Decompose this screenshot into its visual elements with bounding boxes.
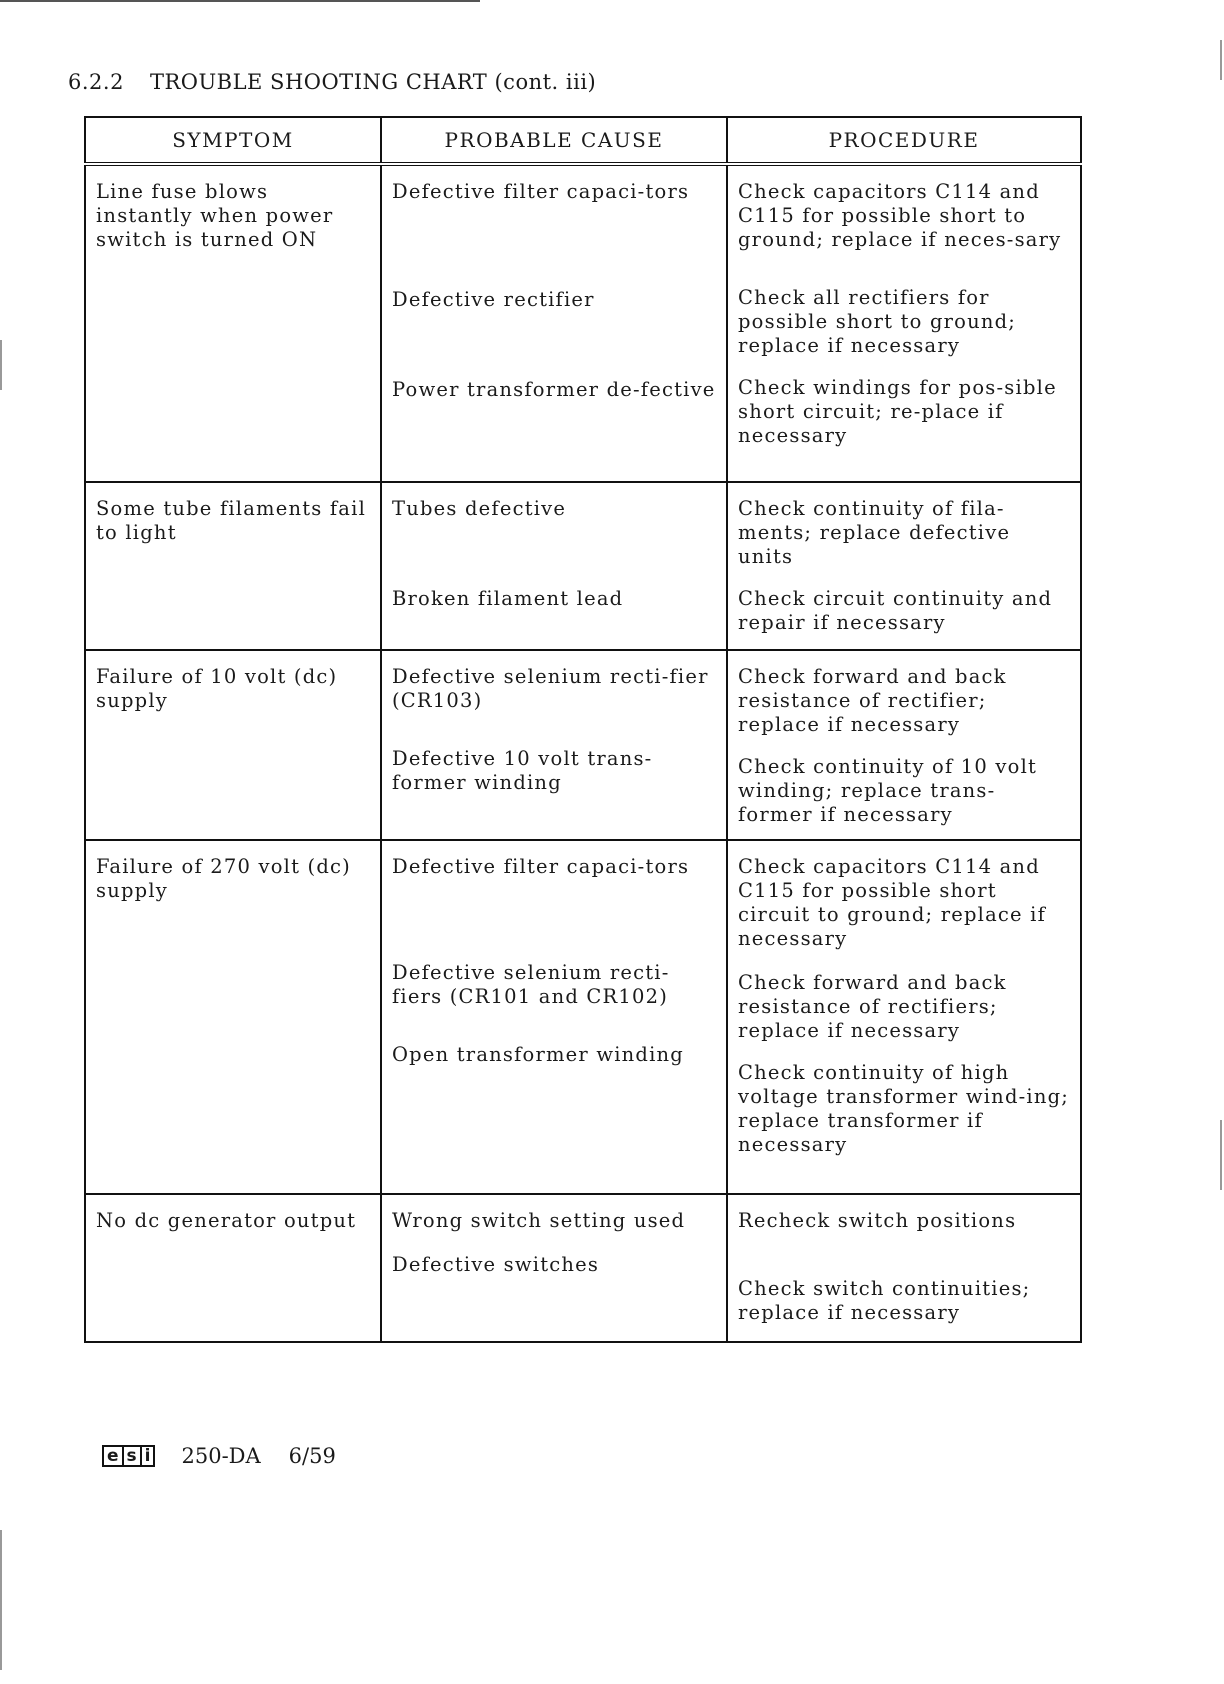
procedure-text: Check capacitors C114 and C115 for possible short circuit to ground; replace if necessary xyxy=(738,855,1047,950)
table-row xyxy=(85,840,1081,1194)
procedure-cell xyxy=(727,482,1081,650)
procedure-text: Check continuity of 10 volt winding; replace trans-former if necessary xyxy=(738,755,1038,826)
cause-text: Tubes defective xyxy=(392,497,567,520)
table-row xyxy=(85,1194,1081,1342)
procedure-text: Check switch continuities; replace if necessary xyxy=(738,1277,1031,1324)
cause-text: Defective 10 volt trans-former winding xyxy=(392,747,653,794)
cause-text: Defective filter capaci-tors xyxy=(392,855,690,878)
esi-logo xyxy=(102,1445,155,1467)
procedure-text: Check circuit continuity and repair if necessary xyxy=(738,587,1053,634)
section-number: 6.2.2 xyxy=(68,70,124,94)
cause-cell xyxy=(381,840,727,1194)
logo-letter: s xyxy=(124,1447,142,1465)
procedure-text: Check capacitors C114 and C115 for possible short to ground; replace if neces-sary xyxy=(738,180,1062,251)
cause-cell xyxy=(381,650,727,840)
table-header-row xyxy=(85,117,1081,164)
section-title: TROUBLE SHOOTING CHART (cont. iii) xyxy=(149,70,597,94)
header-procedure: PROCEDURE xyxy=(727,117,1081,164)
procedure-cell xyxy=(727,164,1081,482)
procedure-text: Check all rectifiers for possible short to ground; replace if necessary xyxy=(738,286,1017,357)
cause-text: Defective switches xyxy=(392,1253,600,1276)
procedure-text: Check forward and back resistance of rectifiers; replace if necessary xyxy=(738,971,1007,1042)
symptom-text: Failure of 10 volt (dc) supply xyxy=(96,665,338,712)
logo-letter: i xyxy=(144,1446,151,1466)
symptom-cell xyxy=(85,1194,381,1342)
cause-text: Open transformer winding xyxy=(392,1043,684,1066)
cause-text: Defective rectifier xyxy=(392,288,595,311)
top-edge-rule xyxy=(0,0,480,2)
procedure-text: Check forward and back resistance of rectifier; replace if necessary xyxy=(738,665,1007,736)
symptom-cell xyxy=(85,482,381,650)
cause-text: Broken filament lead xyxy=(392,587,624,610)
procedure-cell xyxy=(727,1194,1081,1342)
cause-text: Defective selenium recti-fiers (CR101 and CR102) xyxy=(392,961,670,1008)
section-heading xyxy=(68,70,596,94)
cause-cell xyxy=(381,1194,727,1342)
cause-text: Defective filter capaci-tors xyxy=(392,180,690,203)
cause-text: Wrong switch setting used xyxy=(392,1209,686,1232)
procedure-cell xyxy=(727,650,1081,840)
header-symptom: SYMPTOM xyxy=(85,117,381,164)
table-row xyxy=(85,650,1081,840)
left-edge-mark xyxy=(0,1530,2,1670)
symptom-cell xyxy=(85,840,381,1194)
procedure-text: Check continuity of high voltage transformer wind-ing; replace transformer if necessary xyxy=(738,1061,1070,1156)
revision-date: 6/59 xyxy=(288,1444,336,1468)
symptom-text: Failure of 270 volt (dc) supply xyxy=(96,855,351,902)
logo-letter: e xyxy=(104,1447,124,1465)
table-row xyxy=(85,482,1081,650)
procedure-text: Check windings for pos-sible short circuit; re-place if necessary xyxy=(738,376,1057,447)
right-edge-mark xyxy=(1220,40,1222,80)
procedure-cell xyxy=(727,840,1081,1194)
symptom-text: Line fuse blows instantly when power switch is turned ON xyxy=(96,180,334,251)
page-footer xyxy=(102,1444,336,1468)
symptom-cell xyxy=(85,650,381,840)
left-edge-mark xyxy=(0,340,2,390)
cause-cell xyxy=(381,164,727,482)
procedure-text: Recheck switch positions xyxy=(738,1209,1017,1232)
model-number: 250-DA xyxy=(181,1444,261,1468)
table-row xyxy=(85,164,1081,482)
header-probable-cause: PROBABLE CAUSE xyxy=(381,117,727,164)
cause-text: Power transformer de-fective xyxy=(392,378,716,401)
trouble-shooting-table xyxy=(84,116,1082,1343)
right-edge-mark xyxy=(1220,1120,1222,1190)
symptom-text: Some tube filaments fail to light xyxy=(96,497,367,544)
cause-cell xyxy=(381,482,727,650)
procedure-text: Check continuity of fila-ments; replace defective units xyxy=(738,497,1011,568)
symptom-cell xyxy=(85,164,381,482)
symptom-text: No dc generator output xyxy=(96,1209,357,1232)
cause-text: Defective selenium recti-fier (CR103) xyxy=(392,665,709,712)
